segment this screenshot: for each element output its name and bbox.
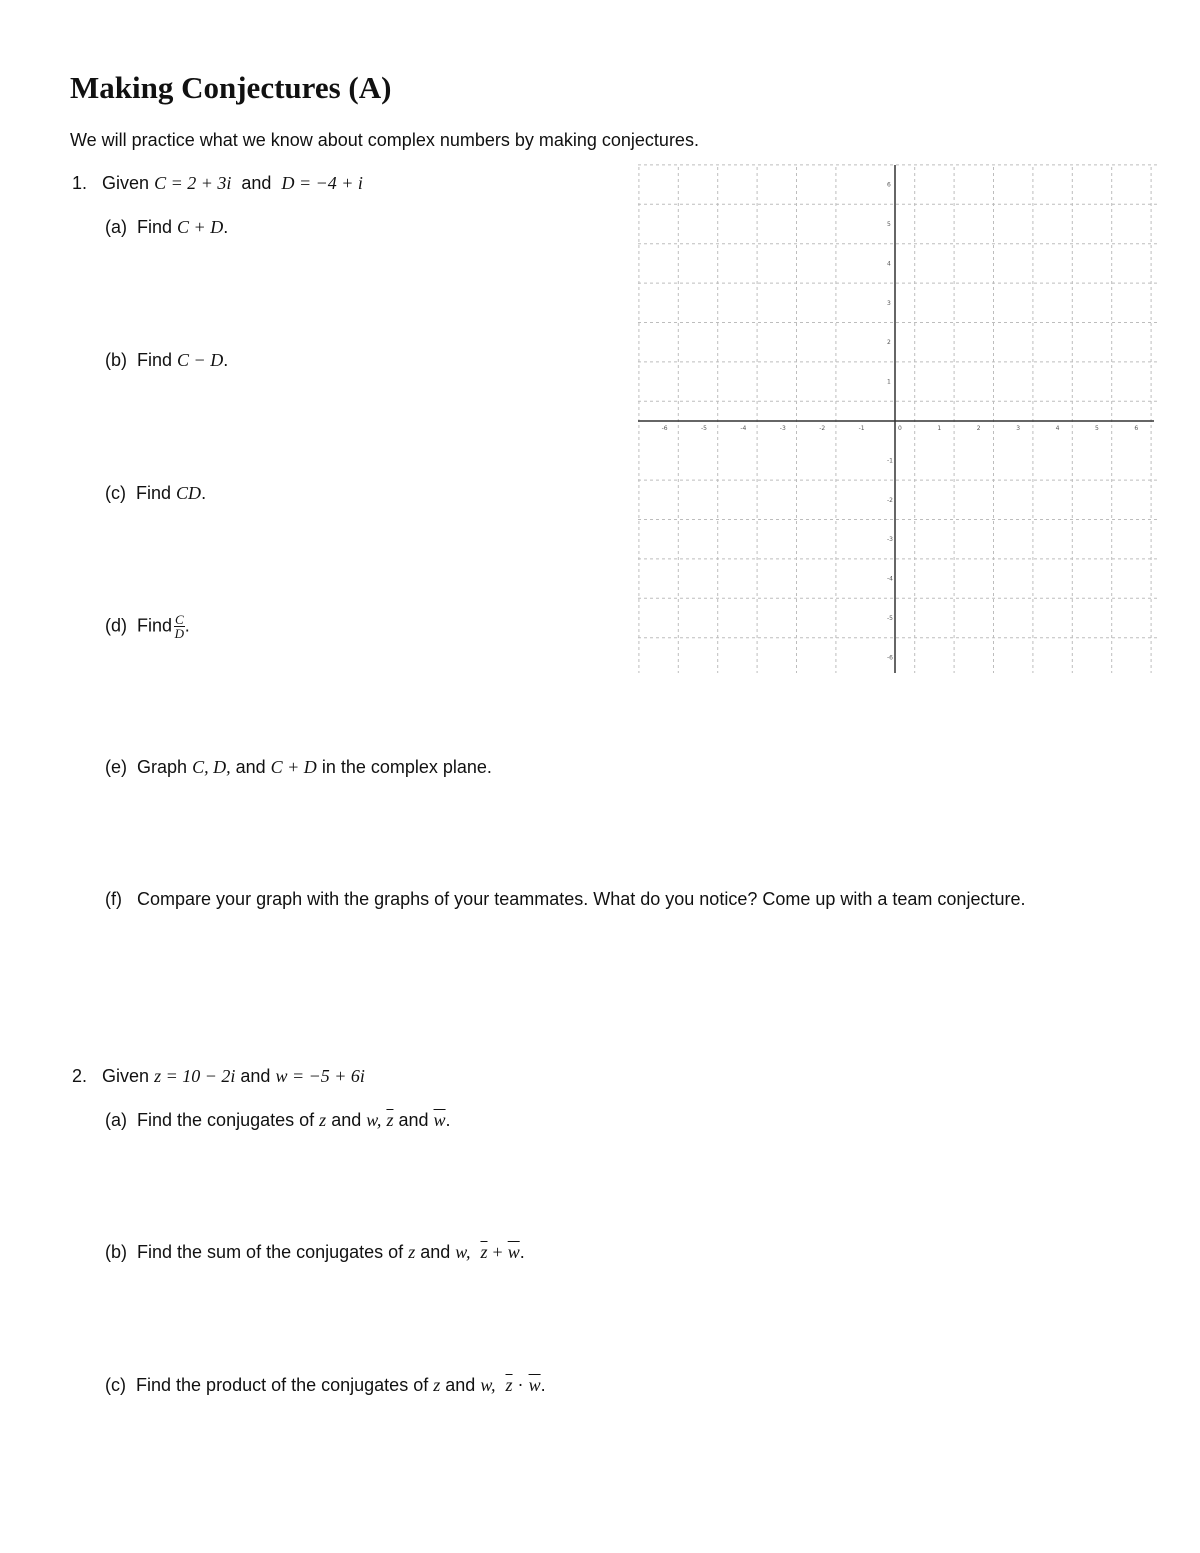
- part-text-and: and: [235, 757, 266, 777]
- part-and: and: [331, 1110, 362, 1130]
- part-text: Find: [137, 217, 173, 237]
- part-expr: CD: [176, 483, 202, 503]
- part-end: .: [519, 1242, 525, 1262]
- part-and: and: [420, 1242, 451, 1262]
- part-expr: C − D: [177, 350, 224, 370]
- fraction-numerator: C: [175, 612, 184, 627]
- part-and: and: [445, 1375, 476, 1395]
- x-tick-label: 6: [1134, 425, 1139, 432]
- fraction-denominator: D: [174, 626, 185, 641]
- q1-and: and: [241, 173, 272, 193]
- x-tick-label: 4: [1055, 425, 1060, 432]
- part-end: .: [445, 1110, 451, 1130]
- w-conjugate: $\overline{w}$: [528, 1375, 541, 1395]
- part-label: (d): [105, 615, 127, 636]
- q1-part-f: [105, 889, 1025, 910]
- var-z: z: [408, 1242, 416, 1262]
- part-text-tail: in the complex plane.: [321, 757, 492, 777]
- part-and2: and: [398, 1110, 429, 1130]
- part-text: Graph: [137, 757, 188, 777]
- part-end: .: [223, 350, 229, 370]
- q1-d-expr: D = −4 + i: [281, 173, 363, 193]
- part-label: (c): [105, 1375, 126, 1395]
- var-w: w,: [480, 1375, 496, 1395]
- q2-number: 2.: [72, 1066, 88, 1086]
- x-tick-label: -3: [779, 425, 786, 432]
- q2-z-expr: z = 10 − 2i: [154, 1066, 236, 1086]
- var-w: w,: [366, 1110, 382, 1130]
- part-text: Find: [136, 483, 172, 503]
- y-tick-label: -2: [887, 496, 893, 504]
- part-text: Find the product of the conjugates of: [136, 1375, 429, 1395]
- y-tick-label: -5: [887, 615, 893, 622]
- part-text: Find: [137, 615, 173, 636]
- y-tick-label: -3: [887, 536, 893, 544]
- y-tick-label: 2: [887, 339, 891, 347]
- z-conjugate: $\overline{z}$: [505, 1375, 513, 1395]
- x-tick-label: 5: [1095, 425, 1099, 432]
- operator-dot: ·: [517, 1375, 524, 1395]
- part-label: (a): [105, 217, 127, 237]
- y-tick-label: -1: [887, 457, 893, 465]
- y-tick-label: 6: [887, 181, 891, 189]
- x-tick-label: 2: [976, 425, 981, 432]
- part-label: (b): [105, 1242, 127, 1262]
- q1-c-expr: C = 2 + 3i: [154, 173, 232, 193]
- y-tick-label: 4: [887, 260, 891, 268]
- y-tick-label: -6: [887, 654, 893, 662]
- part-end: .: [540, 1375, 546, 1395]
- q1-part-d: [105, 613, 190, 640]
- part-label: (f): [105, 889, 122, 909]
- z-conjugate: $\overline{z}$: [386, 1110, 394, 1130]
- y-tick-label: 1: [887, 378, 891, 386]
- x-tick-label: 0: [898, 425, 902, 432]
- part-text: Find the conjugates of: [137, 1110, 315, 1130]
- var-z: z: [433, 1375, 441, 1395]
- q1-part-b: [105, 350, 228, 371]
- y-tick-label: 3: [887, 299, 891, 307]
- part-expr: C, D,: [192, 757, 231, 777]
- part-expr-sum: C + D: [270, 757, 317, 777]
- var-w: w,: [455, 1242, 471, 1262]
- q2-given-prefix: Given: [102, 1066, 150, 1086]
- q2-given: [72, 1066, 365, 1087]
- part-end: .: [201, 483, 207, 503]
- x-tick-label: 1: [937, 425, 942, 432]
- x-tick-label: -4: [740, 425, 747, 432]
- part-text: Find the sum of the conjugates of: [137, 1242, 404, 1262]
- fraction-c-over-d: [174, 613, 185, 640]
- intro-text: We will practice what we know about complex numbers by making conjectures.: [70, 130, 699, 150]
- y-tick-label: 5: [887, 221, 891, 228]
- part-label: (b): [105, 350, 127, 370]
- part-end: .: [223, 217, 229, 237]
- var-z: z: [319, 1110, 327, 1130]
- page-title: Making Conjectures (A): [70, 70, 392, 105]
- q1-number: 1.: [72, 173, 88, 193]
- w-conjugate: $\overline{w}$: [507, 1242, 520, 1262]
- q1-part-a: [105, 217, 228, 238]
- x-tick-label: -1: [858, 425, 865, 432]
- part-text: Compare your graph with the graphs of your teammates. What do you notice? Come up with a team conjecture.: [137, 889, 1026, 909]
- x-tick-label: -6: [661, 425, 668, 432]
- q1-part-c: [105, 483, 206, 504]
- q2-and: and: [240, 1066, 271, 1086]
- q1-part-e: [105, 757, 492, 778]
- q2-part-c: [105, 1375, 546, 1396]
- q2-part-b: [105, 1242, 525, 1263]
- part-label: (c): [105, 483, 126, 503]
- x-tick-label: 3: [1016, 425, 1021, 432]
- z-conjugate: $\overline{z}$: [480, 1242, 488, 1262]
- w-conjugate: $\overline{w}$: [433, 1110, 446, 1130]
- q1-given: [72, 173, 363, 194]
- q1-given-prefix: Given: [102, 173, 150, 193]
- x-tick-label: -2: [819, 425, 826, 432]
- y-tick-label: -4: [887, 575, 893, 583]
- part-end: .: [184, 615, 190, 636]
- part-text: Find: [137, 350, 173, 370]
- part-expr: C + D: [177, 217, 224, 237]
- x-tick-label: -5: [701, 425, 707, 432]
- part-label: (e): [105, 757, 127, 777]
- complex-plane-grid: [638, 163, 1158, 675]
- q2-part-a: [105, 1110, 451, 1131]
- part-label: (a): [105, 1110, 127, 1130]
- operator-plus: +: [492, 1242, 503, 1262]
- q2-w-expr: w = −5 + 6i: [275, 1066, 365, 1086]
